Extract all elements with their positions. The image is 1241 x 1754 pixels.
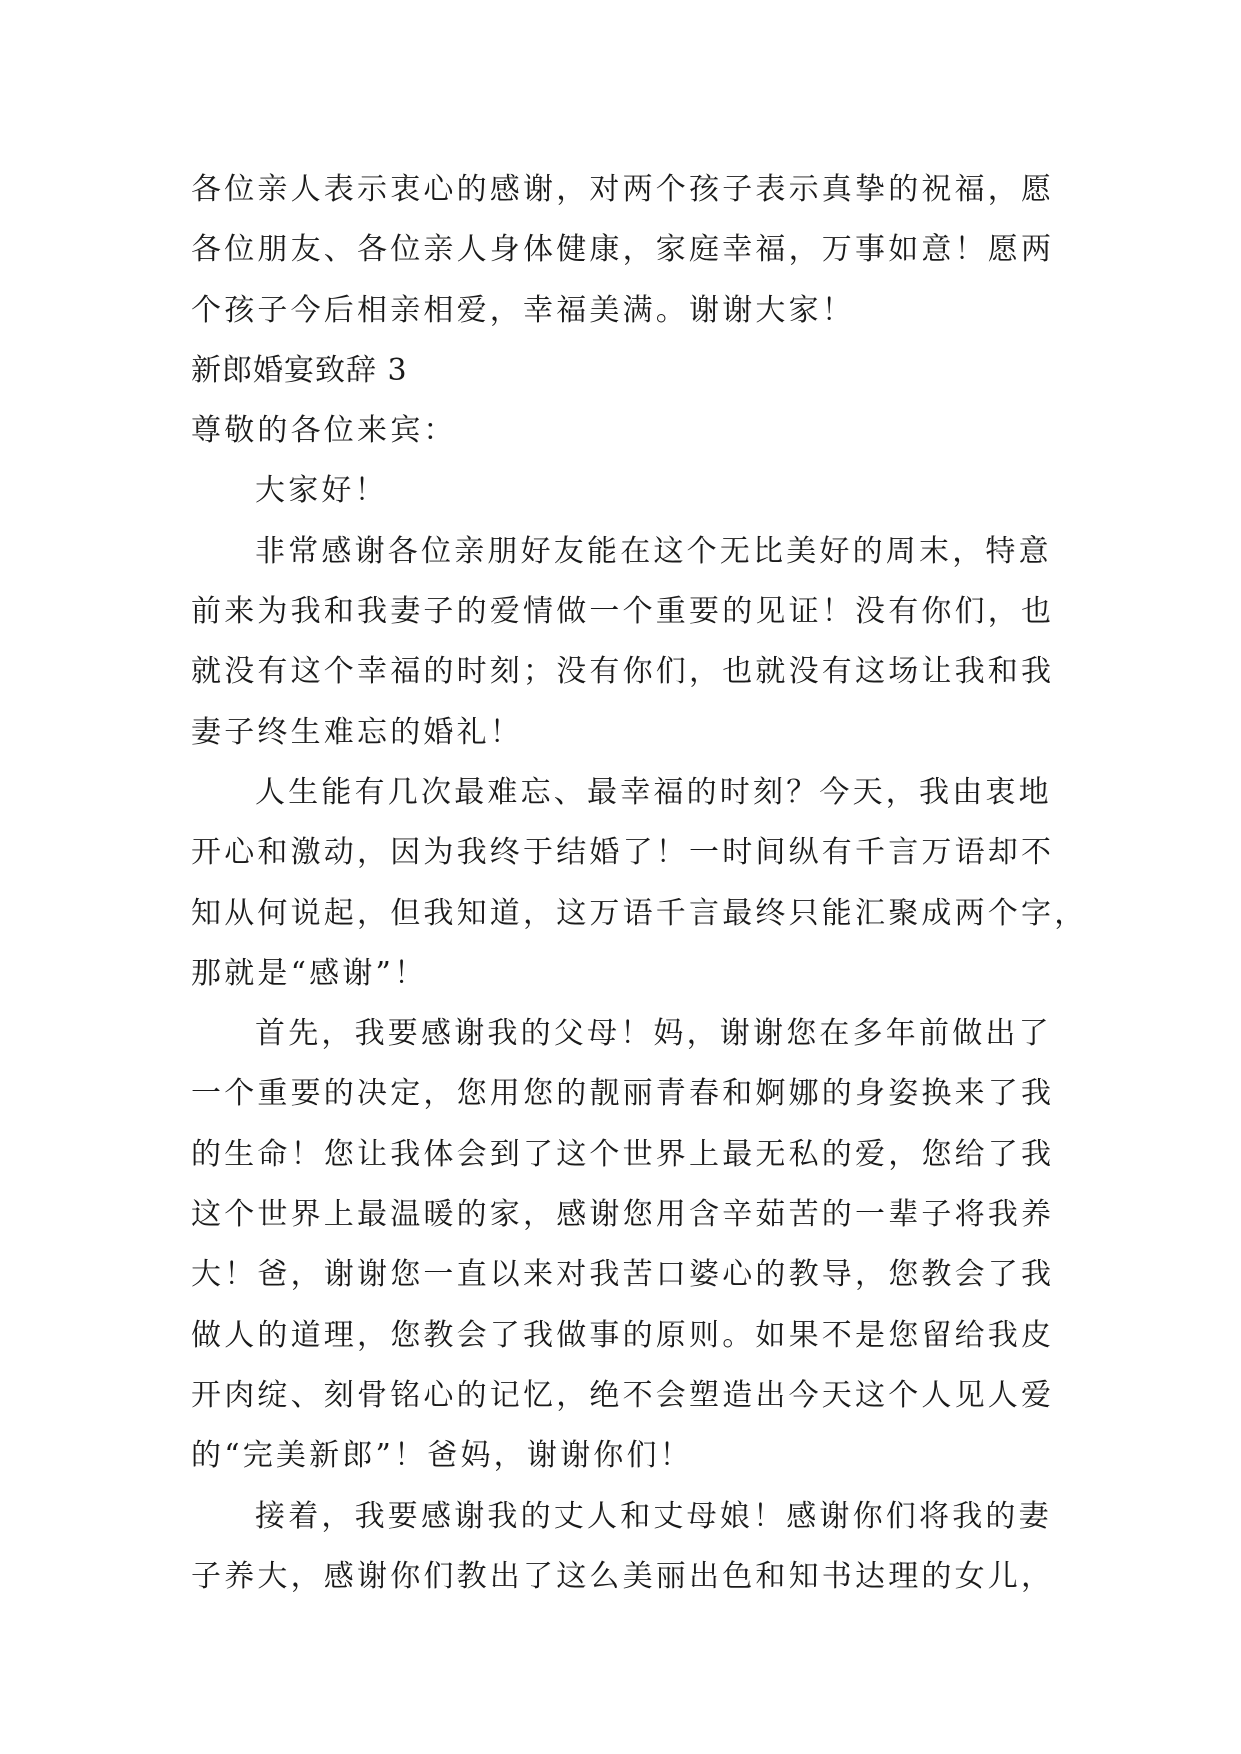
paragraph-line: 知从何说起，但我知道，这万语千言最终只能汇聚成两个字，	[191, 895, 1088, 931]
document-body	[191, 160, 1088, 1607]
paragraph-line: 各位亲人表示衷心的感谢，对两个孩子表示真挚的祝福，愿	[191, 172, 1055, 207]
paragraph-line: 开肉绽、刻骨铭心的记忆，绝不会塑造出今天这个人见人爱	[191, 1377, 1055, 1413]
paragraph-line: 个孩子今后相亲相爱，幸福美满。谢谢大家！	[191, 292, 855, 328]
paragraph-line: 就没有这个幸福的时刻；没有你们，也就没有这场让我和我	[191, 654, 1055, 690]
paragraph-line: 各位朋友、各位亲人身体健康，家庭幸福，万事如意！愿两	[191, 232, 1055, 268]
paragraph-line: 接着，我要感谢我的丈人和丈母娘！感谢你们将我的妻	[255, 1498, 1052, 1534]
paragraph-line: 那就是“感谢”！	[191, 955, 428, 991]
greeting: 大家好！	[255, 473, 388, 509]
section-title: 新郎婚宴致辞 3	[191, 352, 408, 388]
paragraph-line: 前来为我和我妻子的爱情做一个重要的见证！没有你们，也	[191, 594, 1055, 630]
paragraph-line: 大！爸，谢谢您一直以来对我苦口婆心的教导，您教会了我	[191, 1257, 1055, 1293]
paragraph-line: 人生能有几次最难忘、最幸福的时刻？今天，我由衷地	[255, 774, 1052, 810]
paragraph-line: 一个重要的决定，您用您的靓丽青春和婀娜的身姿换来了我	[191, 1076, 1055, 1112]
paragraph-line: 做人的道理，您教会了我做事的原则。如果不是您留给我皮	[191, 1317, 1055, 1353]
paragraph-line: 非常感谢各位亲朋好友能在这个无比美好的周末，特意	[255, 533, 1052, 569]
paragraph-line: 这个世界上最温暖的家，感谢您用含辛茹苦的一辈子将我养	[191, 1197, 1055, 1233]
salutation: 尊敬的各位来宾：	[191, 413, 457, 449]
paragraph-line: 妻子终生难忘的婚礼！	[191, 714, 523, 750]
paragraph-line: 的“完美新郎”！爸妈，谢谢你们！	[191, 1438, 693, 1474]
paragraph-line: 的生命！您让我体会到了这个世界上最无私的爱，您给了我	[191, 1136, 1055, 1172]
paragraph-line: 首先，我要感谢我的父母！妈，谢谢您在多年前做出了	[255, 1016, 1052, 1052]
paragraph-line: 子养大，感谢你们教出了这么美丽出色和知书达理的女儿，	[191, 1558, 1055, 1594]
paragraph-line: 开心和激动，因为我终于结婚了！一时间纵有千言万语却不	[191, 835, 1055, 871]
